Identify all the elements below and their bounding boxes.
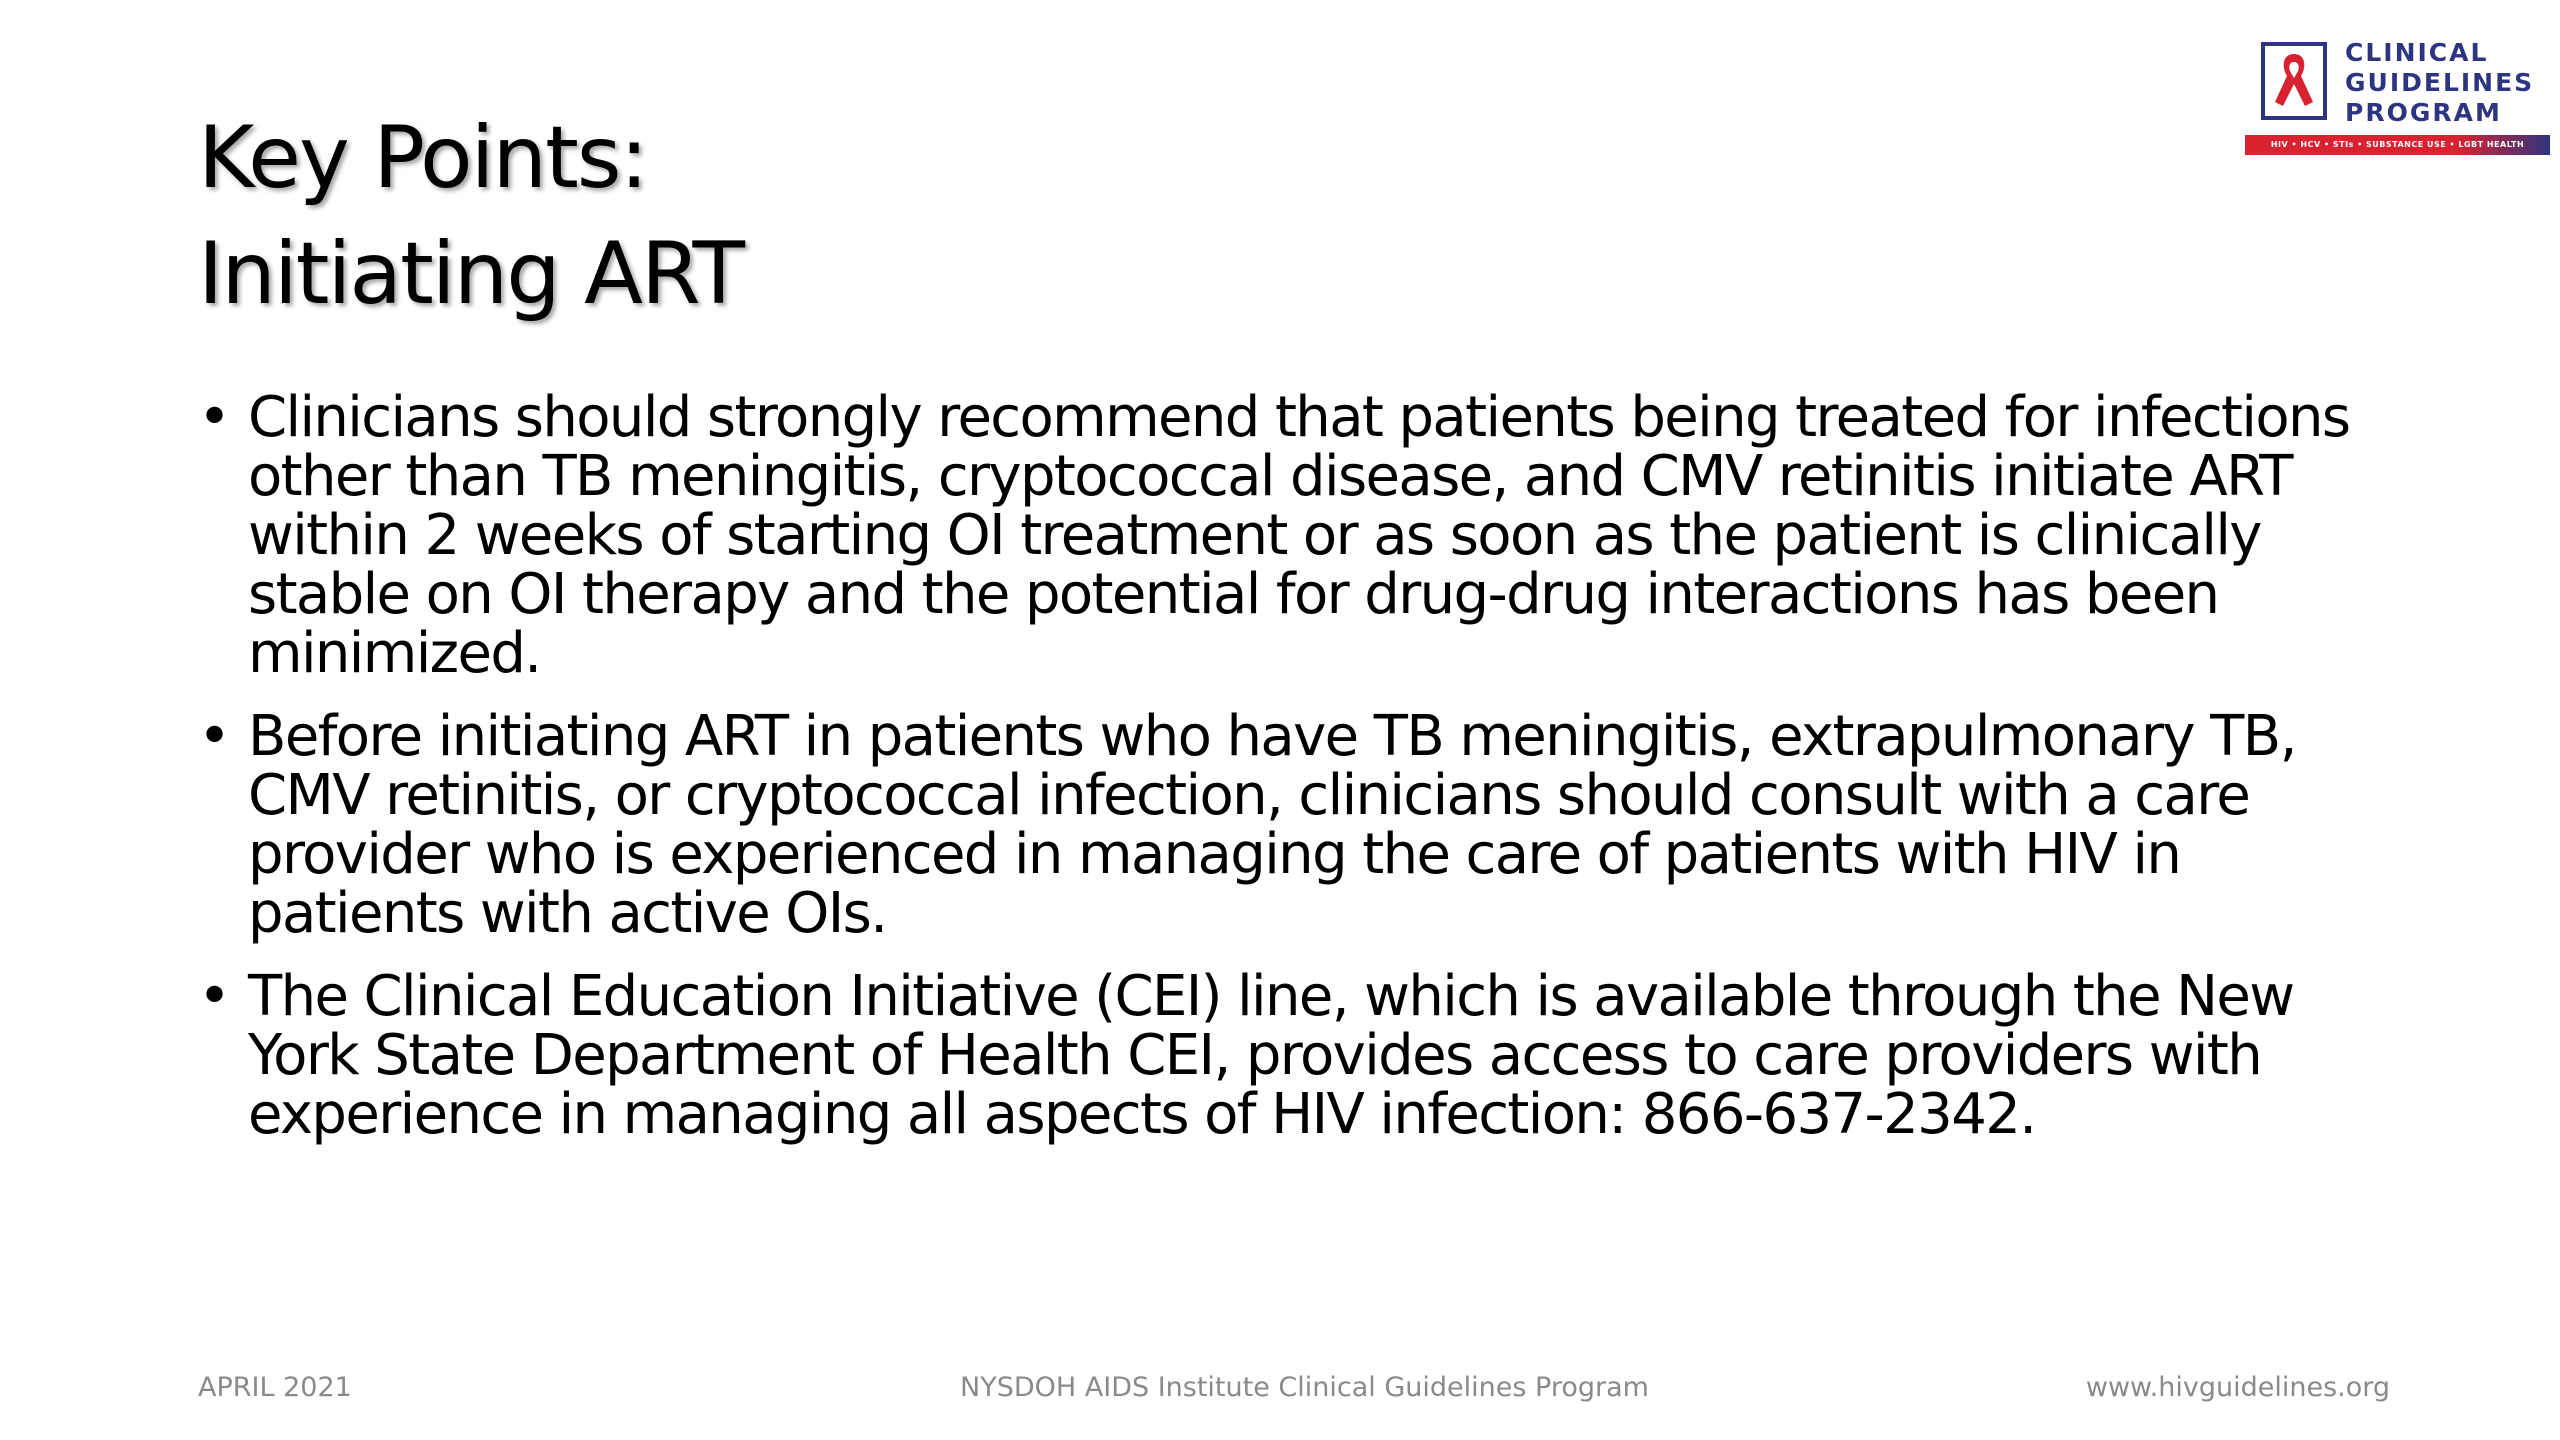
clinical-guidelines-program-logo bbox=[2245, 38, 2550, 162]
logo-line-2: GUIDELINES bbox=[2345, 68, 2535, 97]
footer-date: APRIL 2021 bbox=[198, 1372, 352, 1403]
footer-website: www.hivguidelines.org bbox=[2085, 1372, 2390, 1403]
logo-line-3: PROGRAM bbox=[2345, 98, 2502, 127]
key-point-item: • Clinicians should strongly recommend that patients being treated for infections other than TB meningitis, cryptococcal disease, and CMV retinitis initiate ART within 2 weeks of starting OI treatment or as soon as the patient is clinically stable on OI therapy and the potential for drug-drug interactions has been minimized. bbox=[198, 388, 2408, 683]
logo-tagline-bar: HIV • HCV • STIs • SUBSTANCE USE • LGBT HEALTH bbox=[2245, 135, 2550, 155]
slide-title bbox=[198, 100, 743, 332]
slide-title-line-2: Initiating ART bbox=[198, 224, 743, 324]
key-point-item: • Before initiating ART in patients who have TB meningitis, extrapulmonary TB, CMV retinitis, or cryptococcal infection, clinicians should consult with a care provider who is experienced in managing the care of patients with HIV in patients with active OIs. bbox=[198, 707, 2408, 943]
key-point-item: • The Clinical Education Initiative (CEI) line, which is available through the New York State Department of Health CEI, provides access to care providers with experience in managing all aspects of HIV infection: 866-637-2342. bbox=[198, 967, 2408, 1144]
key-points-list bbox=[198, 385, 2408, 1168]
red-ribbon-icon bbox=[2261, 42, 2327, 124]
slide-title-line-1: Key Points: bbox=[198, 108, 647, 208]
logo-line-1: CLINICAL bbox=[2345, 38, 2489, 67]
logo-wordmark bbox=[2345, 38, 2534, 128]
footer-program-name: NYSDOH AIDS Institute Clinical Guidelines Program bbox=[960, 1372, 1649, 1403]
